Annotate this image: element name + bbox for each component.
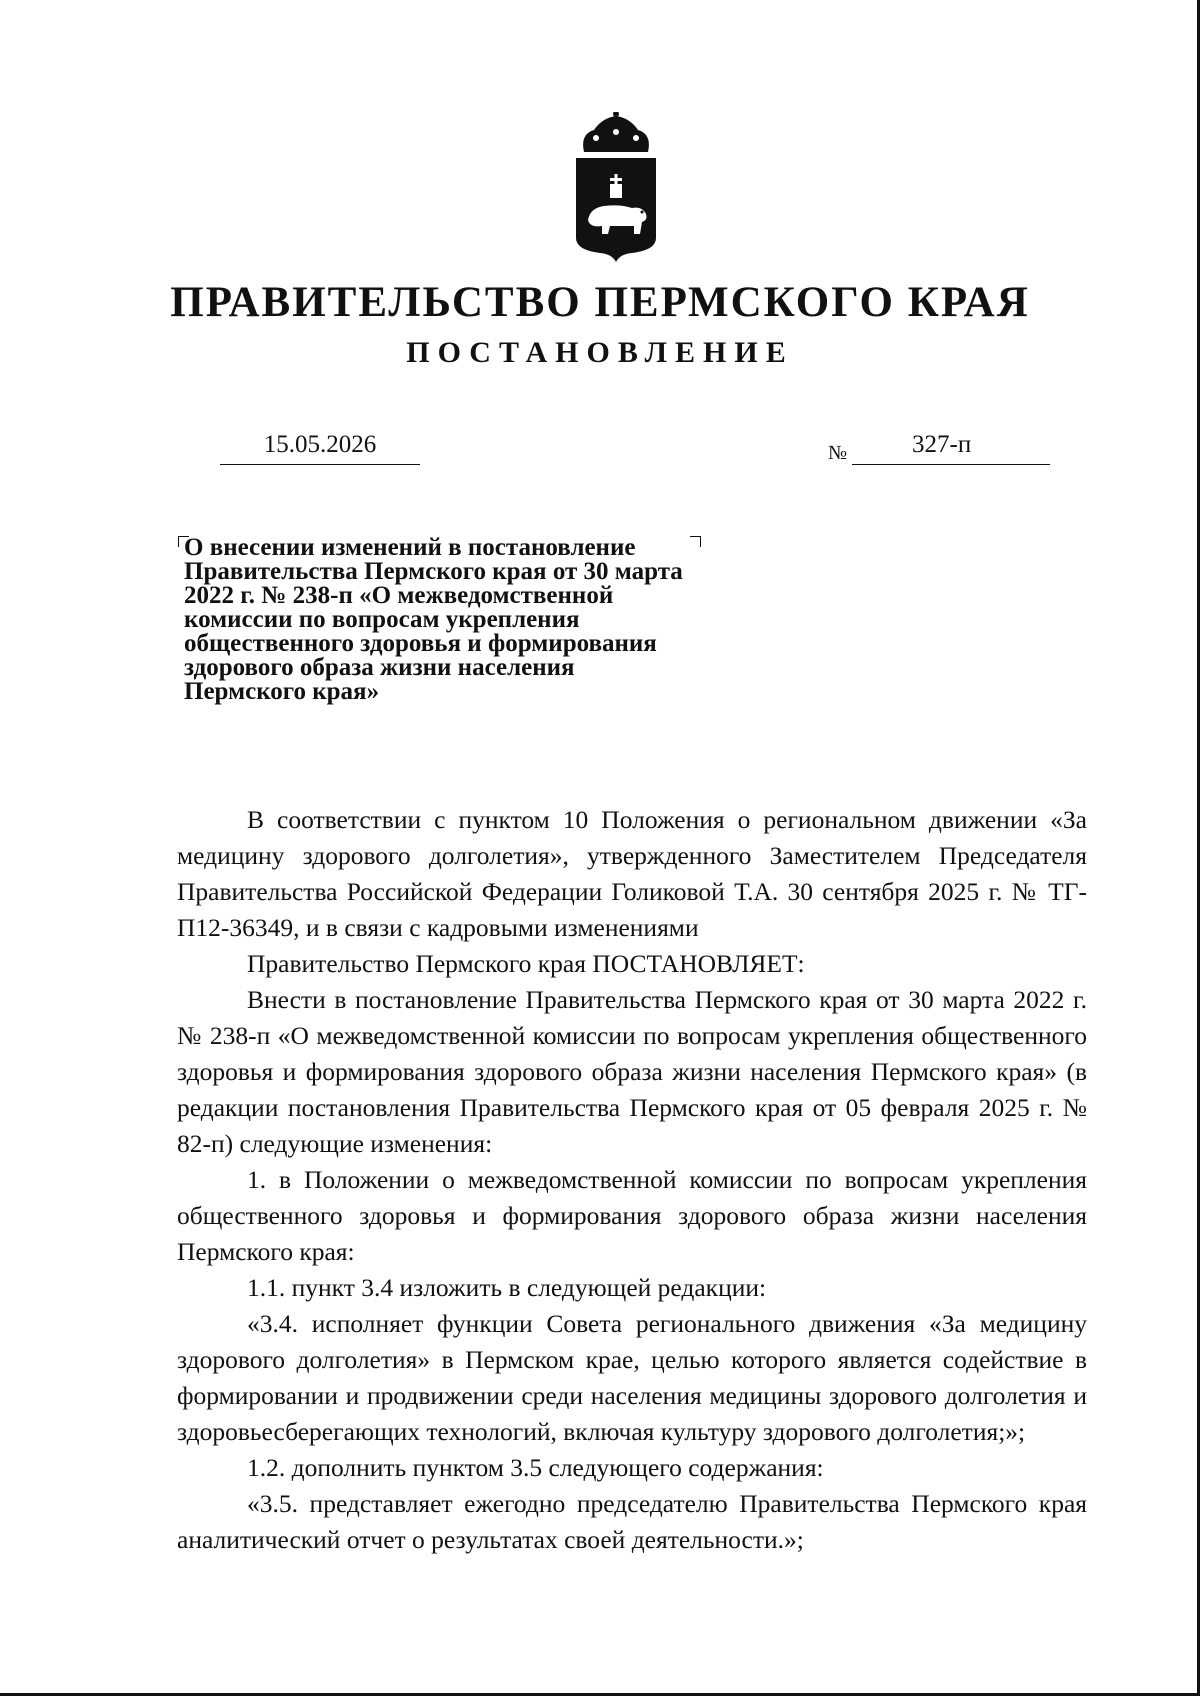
paragraph-item-1-1: 1.1. пункт 3.4 изложить в следующей редакции: [247, 1273, 767, 1302]
paragraph-preamble: В соответствии с пунктом 10 Положения о региональном движении «За медицину здорового долголетия», утвержденного Заместителем Председателя Правительства Российской Федерации Голиковой Т.А. 30 сентября 2025 г. № ТГ-П12-36349, и в связи с кадровыми изменениями [177, 805, 1087, 942]
subject-line: общественного здоровья и формирования [184, 630, 657, 657]
document-subject [184, 536, 784, 704]
paragraph-item-1-2: 1.2. дополнить пунктом 3.5 следующего содержания: [247, 1453, 824, 1482]
paragraph-item-1: 1. в Положении о межведомственной комиссии по вопросам укрепления общественного здоровья и формирования здорового образа жизни населения Пермского края: [177, 1165, 1087, 1266]
document-number-field [852, 430, 1050, 465]
coat-of-arms-emblem [570, 112, 662, 262]
document-number: 327-п [912, 431, 972, 458]
subject-line: О внесении изменений в постановление [184, 534, 636, 561]
subject-line: здорового образа жизни населения [184, 654, 575, 681]
paragraph-amendment-intro: Внести в постановление Правительства Пермского края от 30 марта 2022 г. № 238-п «О межведомственной комиссии по вопросам укрепления общественного здоровья и формирования здорового образа жизни населения Пермского края» (в редакции постановления Правительства Пермского края от 05 февраля 2025 г. № 82-п) следующие изменения: [177, 985, 1087, 1158]
subject-line: Пермского края» [184, 678, 380, 705]
government-name: ПРАВИТЕЛЬСТВО ПЕРМСКОГО КРАЯ [170, 279, 1030, 326]
document-body [177, 802, 1087, 1558]
number-sign: № [828, 442, 848, 464]
subject-line: Правительства Пермского края от 30 марта [184, 558, 683, 585]
subject-line: комиссии по вопросам укрепления [184, 606, 580, 633]
document-type: ПОСТАНОВЛЕНИЕ [406, 336, 794, 369]
document-date: 15.05.2026 [220, 430, 420, 465]
paragraph-clause-3-5: «3.5. представляет ежегодно председателю Правительства Пермского края аналитический отчет о результатах своей деятельности.»; [177, 1489, 1087, 1554]
subject-line: 2022 г. № 238-п «О межведомственной [184, 582, 614, 609]
crown-icon [583, 112, 649, 156]
paragraph-resolves: Правительство Пермского края ПОСТАНОВЛЯЕТ: [247, 949, 805, 978]
paragraph-clause-3-4: «3.4. исполняет функции Совета регионального движения «За медицину здорового долголетия» в Пермском крае, целью которого является содействие в формировании и продвижении среди населения медицины здорового долголетия и здоровьесберегающих технологий, включая культуру здорового долголетия;»; [177, 1309, 1087, 1446]
